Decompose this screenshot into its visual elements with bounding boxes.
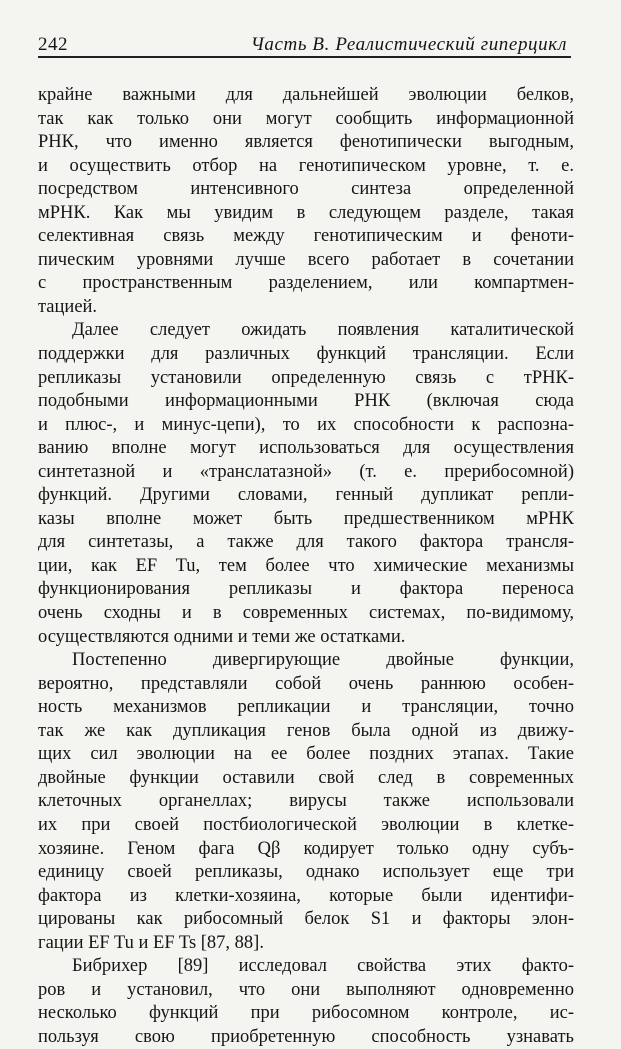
body-text (38, 84, 574, 1049)
text-line: гации EF Tu и EF Ts [87, 88]. (38, 932, 264, 953)
running-title: Часть В. Реалистический гиперцикл (250, 34, 567, 55)
text-line: так как только они могут сообщить информационной (38, 108, 574, 129)
page-header (38, 32, 571, 58)
text-line: так же как дупликация генов была одной из движу- (38, 720, 574, 741)
text-line: Бибрихер [89] исследовал свойства этих факто- (72, 956, 574, 977)
text-line: пользуя свою приобретенную способность узнавать (38, 1026, 574, 1047)
page-number: 242 (38, 34, 68, 55)
text-line: синтетазной и «транслатазной» (т. е. прерибосомной) (38, 461, 574, 482)
text-line: единицу своей репликазы, однако использует еще три (38, 862, 574, 883)
text-line: цированы как рибосомный белок S1 и факторы элон- (38, 909, 574, 930)
text-line: щих сил эволюции на ее более поздних этапах. Такие (38, 744, 574, 765)
text-line: с пространственным разделением, или компартмен- (38, 273, 574, 294)
text-line: селективная связь между генотипическим и феноти- (38, 226, 574, 247)
text-line: казы вполне может быть предшественником мРНК (38, 508, 574, 529)
text-line: ров и установил, что они выполняют одновременно (38, 979, 574, 1000)
text-line: очень сходны и в современных системах, по-видимому, (38, 603, 574, 624)
text-line: функционирования репликазы и фактора переноса (38, 579, 574, 600)
text-line: Далее следует ожидать появления каталитической (72, 320, 574, 341)
text-line: ции, как EF Tu, тем более что химические механизмы (38, 555, 574, 576)
text-line: поддержки для различных функций трансляции. Если (38, 344, 574, 365)
text-line: и плюс-, и минус-цепи), то их способности к распозна- (38, 414, 574, 435)
text-line: фактора из клетки-хозяина, которые были идентифи- (38, 885, 574, 906)
text-line: Постепенно дивергирующие двойные функции, (72, 650, 574, 671)
text-line: мРНК. Как мы увидим в следующем разделе, такая (38, 202, 574, 223)
text-line: и осуществить отбор на генотипическом уровне, т. е. (38, 155, 574, 176)
text-line: вероятно, представляли собой очень раннюю особен- (38, 673, 574, 694)
text-line: функций. Другими словами, генный дупликат репли- (38, 485, 574, 506)
text-line: РНК, что именно является фенотипически выгодным, (38, 132, 574, 153)
text-line: хозяине. Геном фага Qβ кодирует только одну субъ- (38, 838, 574, 859)
text-line: для синтетазы, а также для такого фактора трансля- (38, 532, 574, 553)
text-line: ванию вполне могут использоваться для осуществления (38, 438, 574, 459)
text-line: их при своей постбиологической эволюции в клетке- (38, 814, 574, 835)
text-line: тацией. (38, 296, 98, 317)
text-line: осуществляются одними и теми же остатками. (38, 626, 406, 647)
text-line: крайне важными для дальнейшей эволюции белков, (38, 85, 574, 105)
text-line: посредством интенсивного синтеза определенной (38, 179, 574, 200)
text-line: клеточных органеллах; вирусы также использовали (38, 791, 574, 812)
text-line: репликазы установили определенную связь с тРНК- (38, 367, 574, 388)
text-line: подобными информационными РНК (включая сюда (38, 391, 574, 412)
text-line: пическим уровнями лучше всего работает в сочетании (38, 249, 574, 270)
text-line: ность механизмов репликации и трансляции, точно (38, 697, 574, 718)
text-line: двойные функции оставили свой след в современных (38, 767, 574, 788)
text-line: несколько функций при рибосомном контроле, ис- (38, 1003, 574, 1024)
